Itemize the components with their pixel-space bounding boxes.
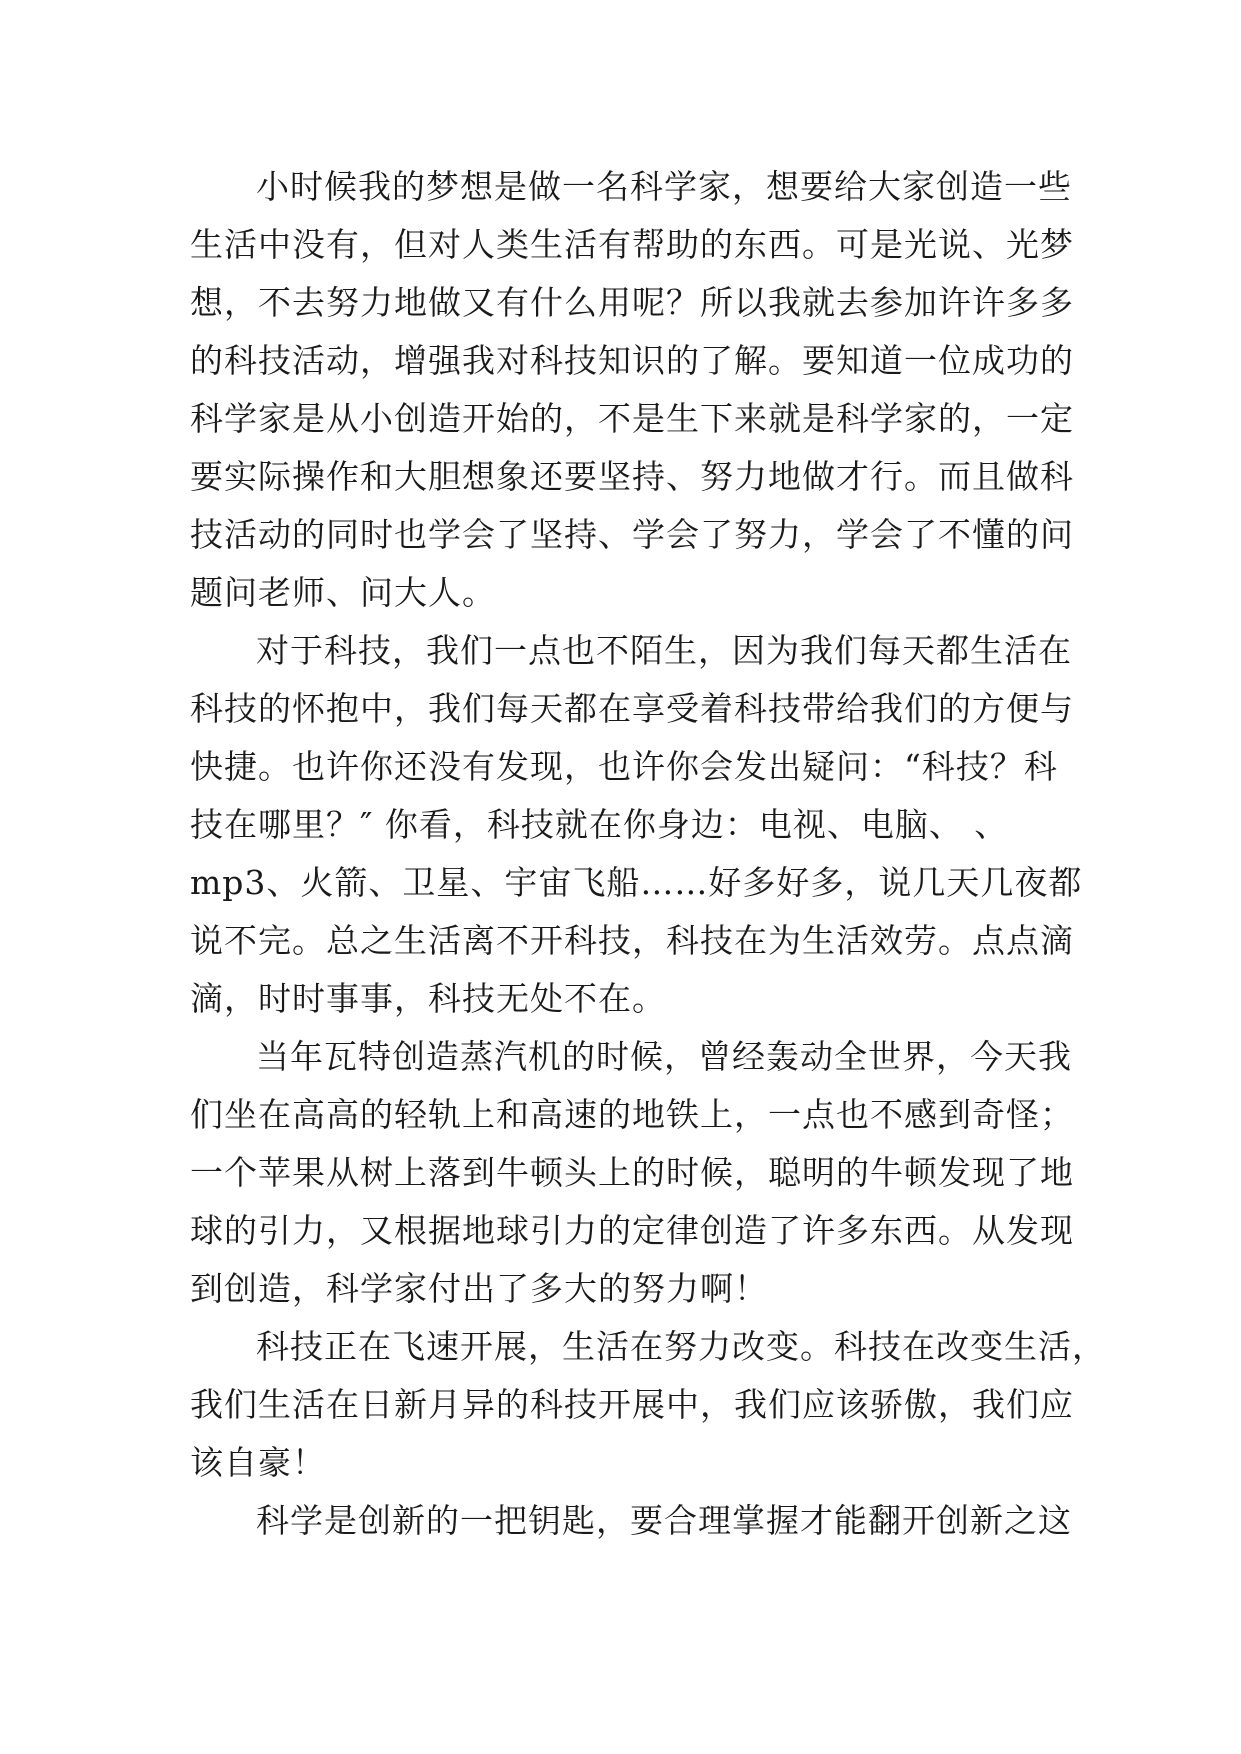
paragraph-2-line-5: mp3、火箭、卫星、宇宙飞船……好多好多，说几天几夜都 bbox=[190, 863, 1083, 902]
document-body bbox=[190, 158, 1106, 1550]
paragraph-3-line-5: 到创造，科学家付出了多大的努力啊！ bbox=[190, 1269, 768, 1308]
paragraph-5-line-1: 科学是创新的一把钥匙，要合理掌握才能翻开创新之这 bbox=[256, 1501, 1072, 1540]
paragraph-4-line-1: 科技正在飞速开展，生活在努力改变。科技在改变生活， bbox=[256, 1327, 1106, 1366]
paragraph-2-line-2: 科技的怀抱中，我们每天都在享受着科技带给我们的方便与 bbox=[190, 689, 1074, 728]
paragraph-2-line-7: 滴，时时事事，科技无处不在。 bbox=[190, 979, 666, 1018]
paragraph-2-line-1: 对于科技，我们一点也不陌生，因为我们每天都生活在 bbox=[256, 631, 1072, 670]
paragraph-3-line-2: 们坐在高高的轻轨上和高速的地铁上，一点也不感到奇怪； bbox=[190, 1095, 1074, 1134]
paragraph-1-line-3: 想，不去努力地做又有什么用呢？所以我就去参加许许多多 bbox=[190, 283, 1074, 322]
paragraph-3-line-4: 球的引力，又根据地球引力的定律创造了许多东西。从发现 bbox=[190, 1211, 1074, 1250]
paragraph-2-line-3: 快捷。也许你还没有发现，也许你会发出疑问：“科技？科 bbox=[190, 747, 1058, 786]
paragraph-2-line-4: 技在哪里？″ 你看，科技就在你身边：电视、电脑、 、 bbox=[190, 805, 1009, 844]
paragraph-1-line-1: 小时候我的梦想是做一名科学家，想要给大家创造一些 bbox=[256, 167, 1072, 206]
paragraph-4-line-2: 我们生活在日新月异的科技开展中，我们应该骄傲，我们应 bbox=[190, 1385, 1074, 1424]
paragraph-2-line-6: 说不完。总之生活离不开科技，科技在为生活效劳。点点滴 bbox=[190, 921, 1074, 960]
paragraph-1-line-5: 科学家是从小创造开始的，不是生下来就是科学家的，一定 bbox=[190, 399, 1074, 438]
paragraph-4-line-3: 该自豪！ bbox=[190, 1443, 326, 1482]
paragraph-1-line-8: 题问老师、问大人。 bbox=[190, 573, 496, 612]
paragraph-1-line-2: 生活中没有，但对人类生活有帮助的东西。可是光说、光梦 bbox=[190, 225, 1074, 264]
paragraph-1-line-4: 的科技活动，增强我对科技知识的了解。要知道一位成功的 bbox=[190, 341, 1074, 380]
paragraph-1-line-6: 要实际操作和大胆想象还要坚持、努力地做才行。而且做科 bbox=[190, 457, 1074, 496]
paragraph-3-line-1: 当年瓦特创造蒸汽机的时候，曾经轰动全世界，今天我 bbox=[256, 1037, 1072, 1076]
paragraph-3-line-3: 一个苹果从树上落到牛顿头上的时候，聪明的牛顿发现了地 bbox=[190, 1153, 1074, 1192]
paragraph-1-line-7: 技活动的同时也学会了坚持、学会了努力，学会了不懂的问 bbox=[190, 515, 1074, 554]
